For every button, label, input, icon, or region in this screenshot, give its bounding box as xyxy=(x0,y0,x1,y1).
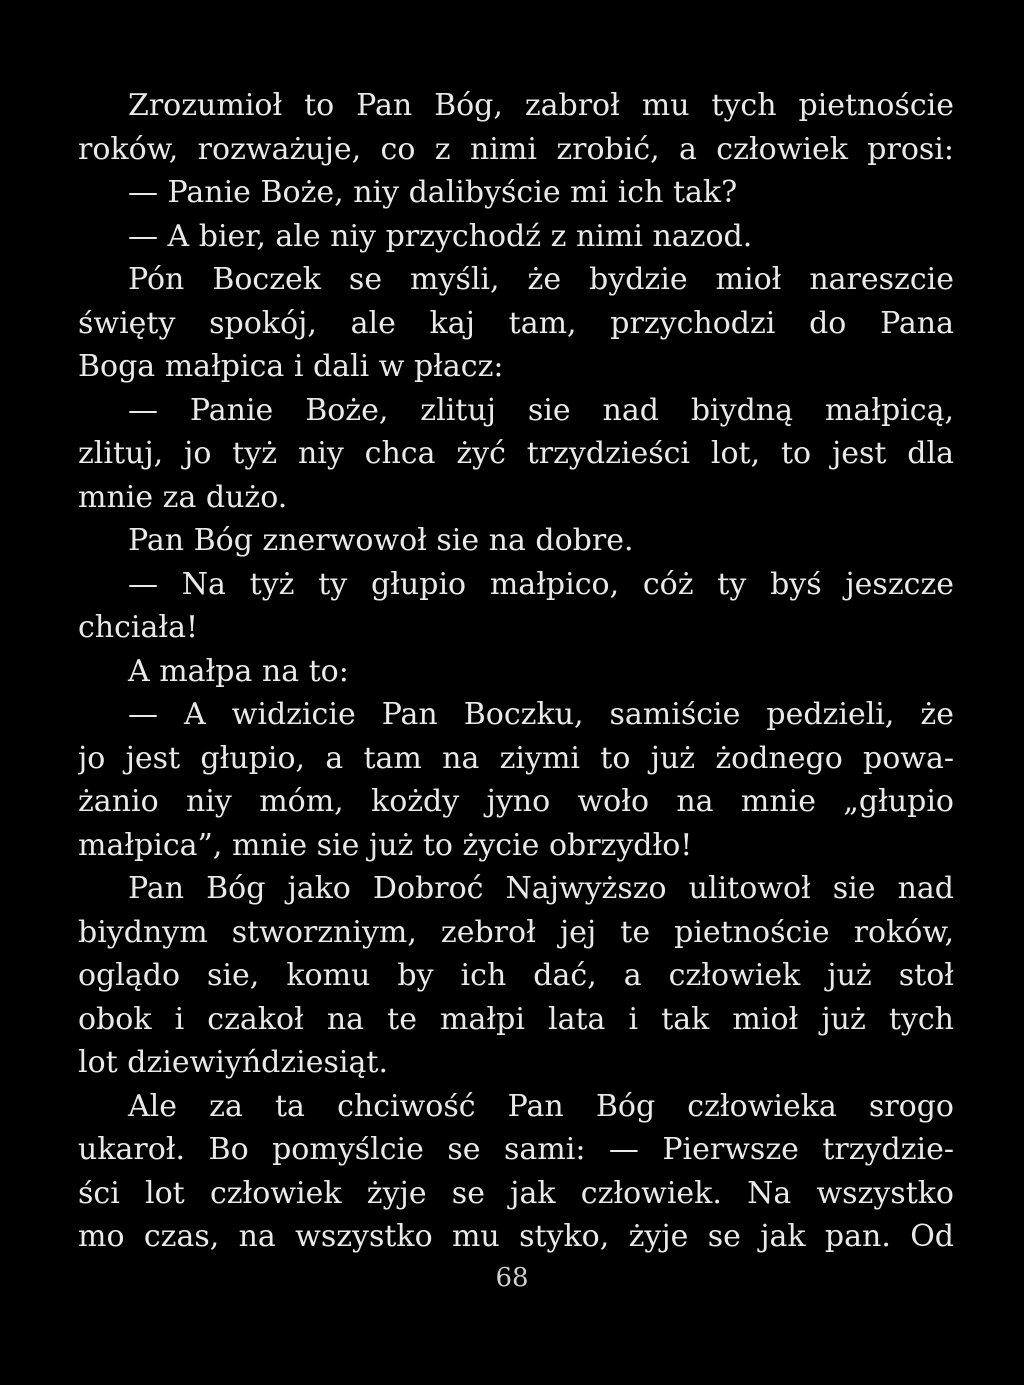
text-line: roków, rozważuje, co z nimi zrobić, a człowiek prosi: xyxy=(78,131,954,167)
text-line: — A bier, ale niy przychodź z nimi nazod. xyxy=(128,218,753,254)
text-line: zlituj, jo tyż niy chca żyć trzydzieści lot, to jest dla xyxy=(78,436,954,471)
text-line: Ale za ta chciwość Pan Bóg człowieka srogo xyxy=(128,1088,954,1124)
text-line: Pón Boczek se myśli, że bydzie mioł nareszcie xyxy=(128,262,954,297)
text-line: małpica”, mnie sie już to życie obrzydło! xyxy=(78,827,693,863)
text-line: Boga małpica i dali w płacz: xyxy=(78,349,504,384)
text-line: jo jest głupio, a tam na ziymi to już żodnego powa- xyxy=(78,740,954,776)
text-line: Pan Bóg znerwowoł sie na dobre. xyxy=(128,523,634,558)
text-line: mo czas, na wszystko mu styko, żyje se jak pan. Od xyxy=(78,1219,954,1254)
text-line: A małpa na to: xyxy=(128,653,349,689)
text-line: Zrozumioł to Pan Bóg, zabroł mu tych pietnoście xyxy=(128,88,954,123)
text-line: oglądo sie, komu by ich dać, a człowiek już stoł xyxy=(78,958,954,993)
text-line: mnie za dużo. xyxy=(78,479,288,515)
text-line: — Na tyż ty głupio małpico, cóż ty byś jeszcze xyxy=(128,566,954,602)
text-line: — A widzicie Pan Boczku, samiście pedzieli, że xyxy=(128,697,954,732)
text-line: — Panie Boże, zlituj sie nad biydną małpicą, xyxy=(128,392,954,428)
text-line: lot dziewiyńdziesiąt. xyxy=(78,1045,388,1080)
text-line: obok i czakoł na te małpi lata i tak mioł już tych xyxy=(78,1001,954,1037)
text-line: Pan Bóg jako Dobroć Najwyższo ulitowoł sie nad xyxy=(128,871,954,906)
text-line: ukaroł. Bo pomyślcie se sami: — Pierwsze trzydzie- xyxy=(78,1132,954,1167)
text-line: ści lot człowiek żyje se jak człowiek. Na wszystko xyxy=(78,1175,954,1211)
text-line: biydnym stworzniym, zebroł jej te pietnoście roków, xyxy=(78,914,954,950)
page-number: 68 xyxy=(495,1263,529,1293)
text-line: święty spokój, ale kaj tam, przychodzi do Pana xyxy=(78,305,954,341)
body-text xyxy=(78,84,954,1259)
text-line: żanio niy móm, kożdy jyno woło na mnie „głupio xyxy=(78,784,954,819)
text-line: — Panie Boże, niy dalibyście mi ich tak? xyxy=(128,175,738,210)
text-line: chciała! xyxy=(78,610,199,645)
